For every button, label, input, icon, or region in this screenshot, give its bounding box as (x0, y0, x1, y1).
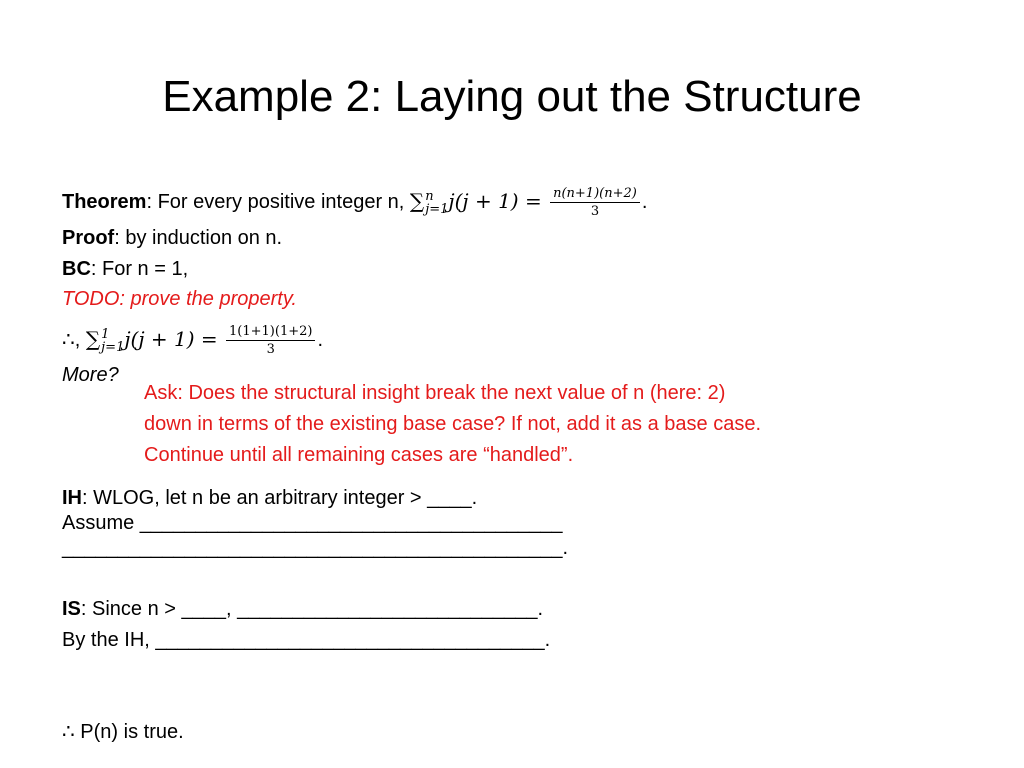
therefore-comma: , (74, 328, 86, 351)
sum-lower: j=1 (101, 339, 125, 355)
ih-assume-line: Assume ______________________________________ (62, 512, 563, 534)
is-label: IS (62, 598, 81, 620)
fraction-denominator: 3 (266, 342, 275, 357)
by-ih-line: By the IH, ___________________________________. (62, 629, 551, 651)
sum-lower: j=1 (425, 201, 449, 217)
ih-label: IH (62, 487, 82, 509)
sum-limits (425, 190, 448, 216)
therefore-sum (86, 327, 124, 354)
bc-label: BC (62, 258, 91, 280)
theorem-end: . (641, 190, 648, 213)
sum-symbol: ∑ (85, 327, 101, 352)
therefore-fraction (226, 324, 315, 357)
conclusion-text: P(n) is true. (74, 721, 184, 743)
proof-label: Proof (62, 227, 115, 249)
ih-text: : WLOG, let n be an arbitrary integer > ____. (82, 487, 478, 509)
theorem-fraction (550, 186, 640, 219)
todo-line: TODO: prove the property. (62, 288, 297, 310)
sum-upper: 1 (101, 326, 110, 342)
fraction-numerator: 1(1+1)(1+2) (226, 324, 315, 341)
theorem-text: : For every positive integer n, (146, 190, 410, 213)
therefore-summand: j(j + 1) = (124, 326, 225, 351)
proof-line (62, 226, 282, 250)
ask-line-3: Continue until all remaining cases are “handled”. (144, 444, 574, 466)
ih-blank-line: _____________________________________________. (62, 537, 569, 559)
theorem-line (62, 186, 647, 219)
ask-line-2: down in terms of the existing base case? If not, add it as a base case. (144, 413, 762, 435)
therefore-sum-line (62, 324, 323, 357)
sum-symbol: ∑ (409, 189, 425, 214)
conclusion-line (62, 719, 184, 744)
proof-text: : by induction on n. (114, 227, 283, 249)
therefore-end: . (317, 328, 324, 351)
more-line: More? (62, 364, 119, 386)
slide-title: Example 2: Laying out the Structure (162, 72, 862, 121)
therefore-symbol: ∴ (62, 719, 75, 743)
sum-limits (101, 328, 124, 354)
ask-callout (144, 378, 761, 471)
ih-line (62, 486, 477, 510)
is-line (62, 597, 543, 621)
bc-text: : For n = 1, (90, 258, 189, 280)
theorem-label: Theorem (62, 190, 147, 213)
is-text: : Since n > ____, ___________________________. (80, 598, 544, 620)
bc-line (62, 257, 188, 281)
ask-line-1: Ask: Does the structural insight break the next value of n (here: 2) (144, 382, 726, 404)
fraction-numerator: n(n+1)(n+2) (550, 186, 640, 203)
theorem-sum (410, 189, 448, 216)
theorem-summand: j(j + 1) = (448, 188, 549, 213)
therefore-symbol: ∴ (62, 326, 75, 351)
sum-upper: n (425, 188, 434, 204)
fraction-denominator: 3 (590, 204, 600, 219)
